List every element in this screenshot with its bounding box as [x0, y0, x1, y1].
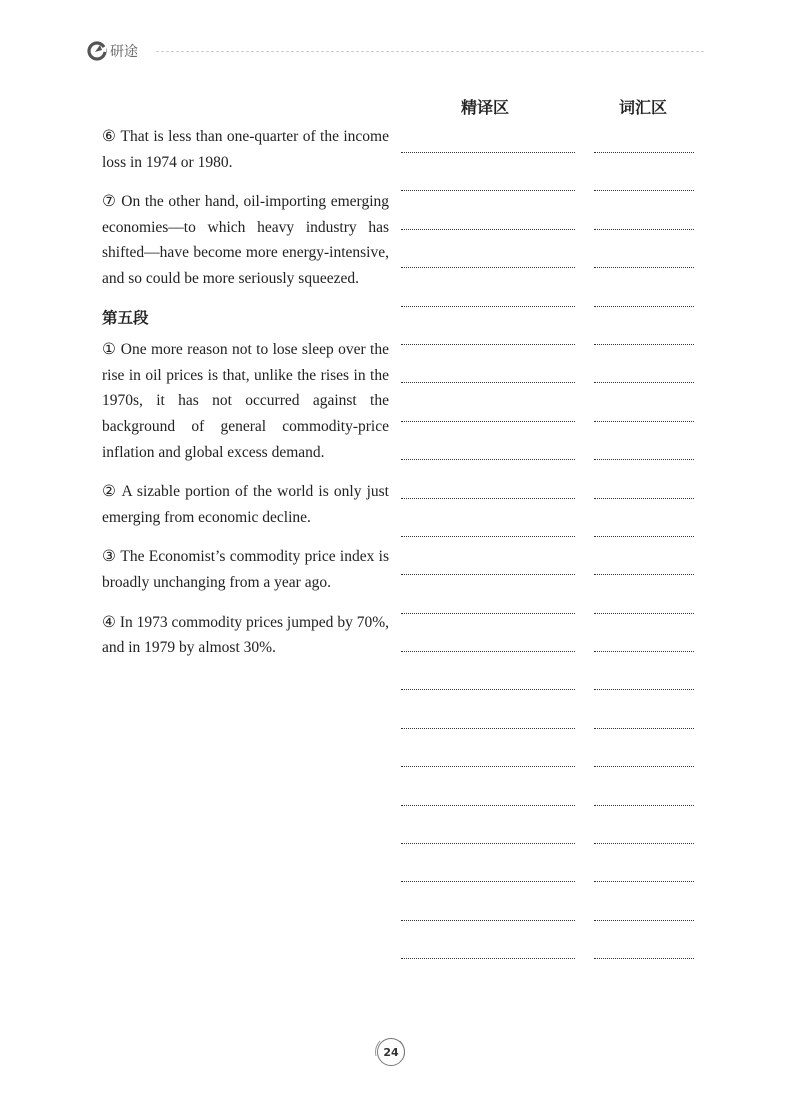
translate-column-header: 精译区: [461, 98, 510, 117]
vocab-writing-line: [594, 881, 694, 882]
header-rule: [156, 51, 704, 52]
yantu-logo-icon: [86, 40, 108, 62]
translate-writing-line: [401, 613, 575, 614]
paragraph-s5-2: ② A sizable portion of the world is only just emerging from economic decline.: [102, 483, 389, 526]
vocab-writing-line: [594, 805, 694, 806]
vocab-writing-line: [594, 344, 694, 345]
passage-text: [102, 124, 389, 661]
vocab-writing-line: [594, 920, 694, 921]
vocab-writing-line: [594, 574, 694, 575]
translate-writing-line: [401, 881, 575, 882]
paragraph-6: ⑥ That is less than one-quarter of the income loss in 1974 or 1980.: [102, 128, 389, 171]
translate-writing-line: [401, 267, 575, 268]
vocab-writing-line: [594, 152, 694, 153]
paragraph-s5-4: ④ In 1973 commodity prices jumped by 70%, and in 1979 by almost 30%.: [102, 613, 389, 657]
vocab-column-header: 词汇区: [619, 98, 668, 117]
page-number: 24: [377, 1038, 405, 1066]
translate-writing-line: [401, 344, 575, 345]
vocab-writing-line: [594, 766, 694, 767]
vocab-writing-line: [594, 498, 694, 499]
paragraph-s5-3: ③ The Economist’s commodity price index is broadly unchanging from a year ago.: [102, 548, 389, 591]
vocab-writing-line: [594, 651, 694, 652]
vocab-writing-line: [594, 190, 694, 191]
translate-writing-line: [401, 421, 575, 422]
translate-writing-line: [401, 459, 575, 460]
vocab-lines: [594, 152, 694, 997]
vocab-writing-line: [594, 229, 694, 230]
translate-writing-line: [401, 152, 575, 153]
logo: [86, 40, 138, 62]
translate-writing-line: [401, 728, 575, 729]
translate-writing-line: [401, 920, 575, 921]
paragraph-s5-1: ① One more reason not to lose sleep over the rise in oil prices is that, unlike the rises in the 1970s, it has not occurred against the background of general commodity-price inflation and global excess demand.: [102, 341, 389, 461]
vocab-writing-line: [594, 421, 694, 422]
translate-writing-line: [401, 536, 575, 537]
translate-writing-line: [401, 805, 575, 806]
translate-lines: [401, 152, 575, 997]
translate-writing-line: [401, 306, 575, 307]
translate-writing-line: [401, 498, 575, 499]
translate-writing-line: [401, 689, 575, 690]
page-header: [0, 0, 800, 80]
translate-writing-line: [401, 958, 575, 959]
vocab-writing-line: [594, 843, 694, 844]
paragraph-7: ⑦ On the other hand, oil-importing emerging economies—to which heavy industry has shifted—have become more energy-intensive, and so could be more seriously squeezed.: [102, 193, 389, 287]
vocab-writing-line: [594, 536, 694, 537]
translate-writing-line: [401, 651, 575, 652]
translate-writing-line: [401, 574, 575, 575]
vocab-writing-line: [594, 613, 694, 614]
vocab-writing-line: [594, 306, 694, 307]
vocab-writing-line: [594, 459, 694, 460]
vocab-writing-line: [594, 689, 694, 690]
section-title: 第五段: [102, 308, 149, 327]
translate-writing-line: [401, 766, 575, 767]
vocab-writing-line: [594, 958, 694, 959]
translate-writing-line: [401, 382, 575, 383]
translate-writing-line: [401, 190, 575, 191]
vocab-writing-line: [594, 728, 694, 729]
translate-writing-line: [401, 229, 575, 230]
translate-writing-line: [401, 843, 575, 844]
vocab-writing-line: [594, 382, 694, 383]
vocab-writing-line: [594, 267, 694, 268]
logo-text: 研途: [110, 44, 138, 60]
